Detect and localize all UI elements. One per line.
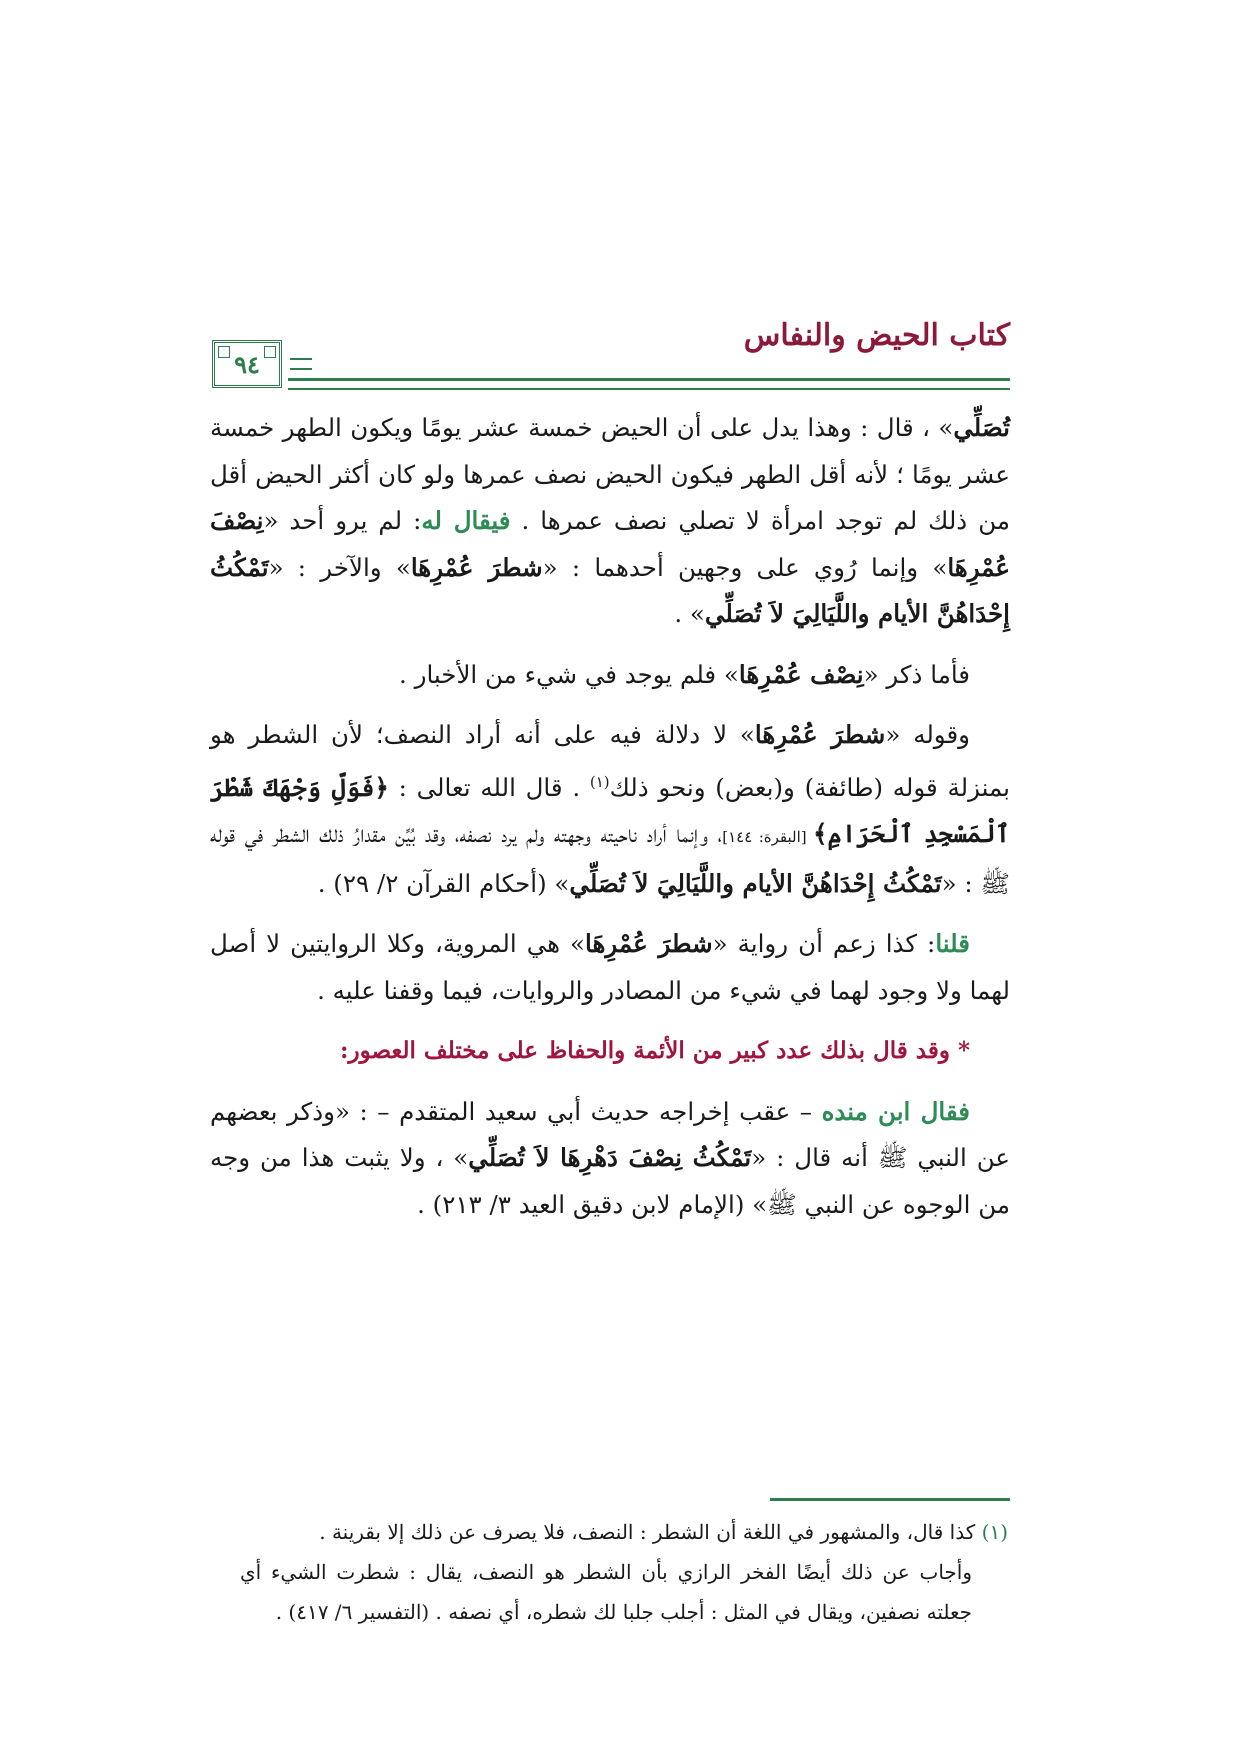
text: » لا دلالة فيه على أنه أراد النصف؛ لأن الشطر هو بمنزلة قوله (طائفة) و(بعض) ونحو ذلك [210,720,1010,802]
paragraph-3 [210,712,1010,907]
text: : كذا زعم أن رواية « [712,929,936,959]
main-text [210,405,1010,1242]
quote-bold: شطرَ عُمْرِهَا [585,929,713,959]
quote-bold: تُصَلِّي [953,413,1010,442]
quote-bold: شطرَ عُمْرِهَا [754,720,886,749]
quote-bold: نِصْف عُمْرِهَا [738,659,864,689]
text: : لم يرو أحد « [263,506,422,535]
quote-bold: تَمْكُثُ إِحْدَاهُنَّ الأيام واللَّيَالِيَ لاَ تُصَلِّي [210,552,1010,628]
footnote-ref[interactable]: (١) [589,772,610,791]
section-heading: * وقد قال بذلك عدد كبير من الأئمة والحفاظ على مختلف العصور: [339,1037,970,1065]
text: » وإنما رُوي على وجهين أحدهما : « [542,552,948,582]
text: » فلم يوجد في شيء من الأخبار . [399,659,739,689]
text: . قال الله تعالى : [388,772,590,802]
paragraph-1 [210,405,1010,638]
verse-citation: [البقرة: ١٤٤] [722,828,814,847]
text: » ، ولا يثبت هذا من وجه من الوجوه عن النبي ﷺ» (الإمام لابن دقيق العيد ٣/ ٢١٣) . [210,1143,1010,1219]
quote-bold: نِصْفَ عُمْرِهَا [210,506,1011,582]
book-title: كتاب الحيض والنفاس [743,318,1010,353]
footnote-1 [240,1512,1008,1552]
label-ibn-mandah: فقال ابن منده [821,1096,970,1126]
header-rule-left [290,358,312,370]
paragraph-6 [210,1089,1010,1229]
page-header [210,318,1010,390]
page-number-badge [212,340,282,388]
text: » هي المروية، وكلا الروايتين لا أصل لهما ولا وجود لهما في شيء من المصادر والروايات، فيما وقفنا عليه . [210,929,1010,1005]
paragraph-4 [210,921,1010,1014]
text: ، وإنما أراد ناحيته وجهته ولم يرد نصفه، وقد بُيِّن مقدارُ ذلك الشطر في قوله ﷺ : « [210,819,1010,898]
quote-bold: شطرَ عُمْرِهَا [410,552,543,582]
quote-bold: تَمْكُثُ نِصْفَ دَهْرِهَا لاَ تُصَلِّي [468,1143,752,1173]
text: » والآخر : « [268,552,411,582]
label-yuqal: فيقال له [421,506,511,535]
text: » (أحكام القرآن ٢/ ٢٩) . [317,868,570,898]
footnote-1-continued: وأجاب عن ذلك أيضًا الفخر الرازي بأن الشطر هو النصف، يقال : شطرت الشيء أي جعلته نصفين، ويقال في المثل : أجلب جلبا لك شطره، أي نصفه . (التفسير ٦/ ٤١٧) . [240,1560,972,1624]
label-qulna: قلنا [935,929,970,959]
text: فأما ذكر « [863,659,970,689]
paragraph-2 [210,652,1010,699]
header-rule [210,378,1010,390]
text: » ، قال : وهذا يدل على أن الحيض خمسة عشر يومًا ويكون الطهر خمسة عشر يومًا ؛ لأنه أقل الطهر فيكون الحيض نصف عمرها ولو كان أكثر الحيض أقل من ذلك لم توجد امرأة لا تصلي نصف عمرها . [210,413,1010,535]
text: وقوله « [885,720,970,749]
footnote-text: كذا قال، والمشهور في اللغة أن الشطر : النصف، فلا يصرف عن ذلك إلا بقرينة . [319,1520,982,1544]
page-number: ٩٤ [234,349,260,379]
footnote-number: (١) [981,1520,1008,1544]
quote-bold: تَمْكُثُ إِحْدَاهُنَّ الأيام واللَّيَالِيَ لاَ تُصَلِّي [569,868,942,898]
quran-verse: ﴿فَوَلِّ وَجْهَكَ شَطْرَ ٱلْمَسْجِدِ ٱلْحَرَامِ﴾ [210,772,1010,849]
text: » . [674,599,705,628]
text: – عقب إخراجه حديث أبي سعيد المتقدم – : «وذكر بعضهم عن النبي ﷺ أنه قال : « [210,1096,1010,1173]
footnote-separator [770,1498,1010,1501]
footnotes [240,1512,1008,1632]
